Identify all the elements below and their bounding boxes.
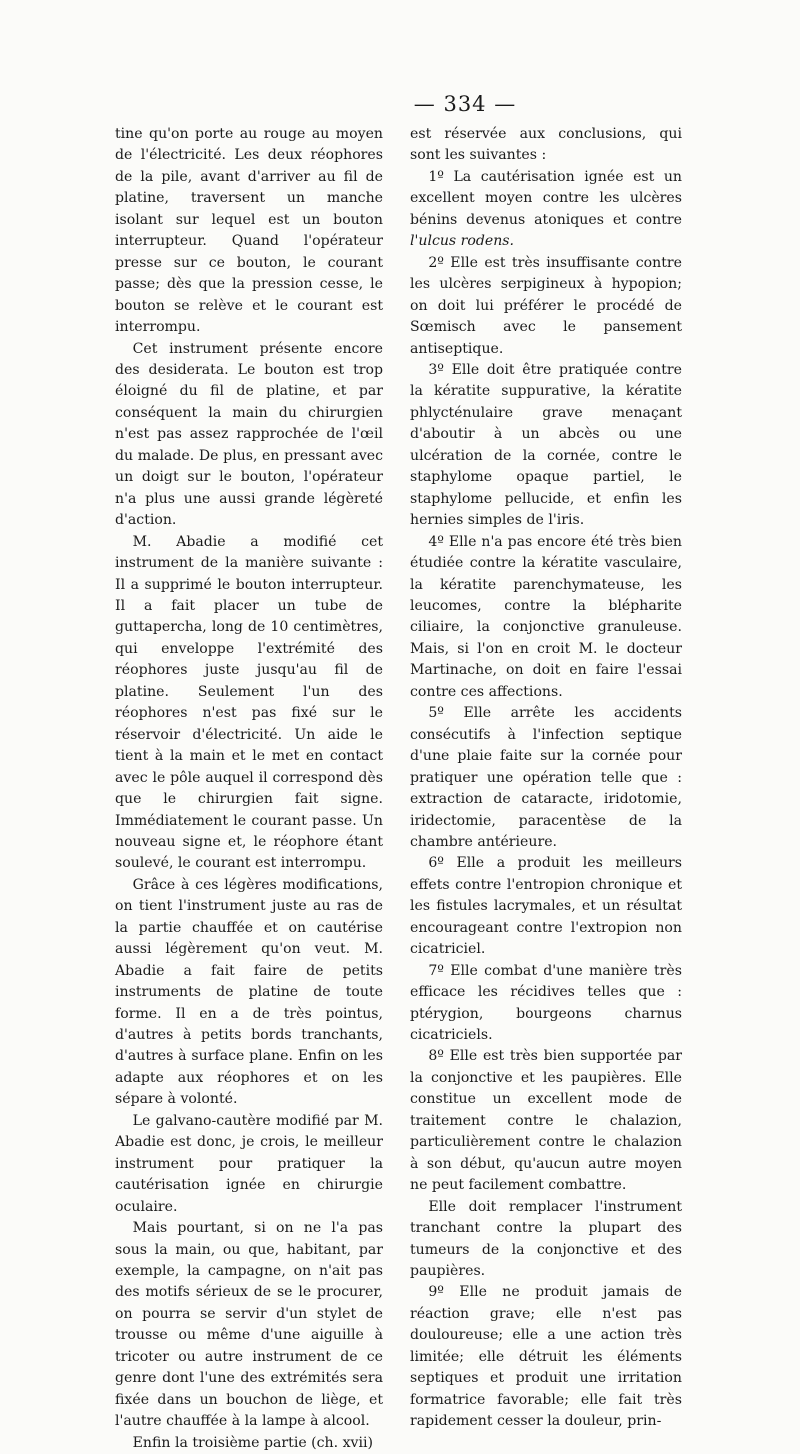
- conclusion-item: Elle doit remplacer l'instrument tranchant contre la plupart des tumeurs de la conjonctive et des paupières.: [410, 1198, 682, 1280]
- conclusion-item: 5º Elle arrête les accidents consécutifs à l'infection septique d'une plaie faite sur la cornée pour pratiquer une opération telle que : extraction de cataracte, iridotomie, iridectomie, paracentèse de la chambre antérieure.: [410, 705, 682, 850]
- conclusion-item: 3º Elle doit être pratiquée contre la kératite suppurative, la kératite phlycténulaire grave menaçant d'aboutir à un abcès ou une ulcération de la cornée, contre le staphylome opaque partiel, le staphylome pellucide, et enfin les hernies simples de l'iris.: [410, 361, 682, 529]
- right-column: [410, 124, 682, 1433]
- conclusion-item: 6º Elle a produit les meilleurs effets contre l'entropion chronique et les fistules lacrymales, et un résultat encourageant contre l'extropion non cicatriciel.: [410, 855, 682, 958]
- latin-term: l'ulcus rodens.: [410, 233, 515, 250]
- column-divider: [396, 128, 397, 1153]
- conclusion-item: 9º Elle ne produit jamais de réaction grave; elle n'est pas douloureuse; elle a une action très limitée; elle détruit les éléments septiques et produit une irritation formatrice favorable; elle fait très rapidement cesser la douleur, prin-: [410, 1284, 682, 1430]
- paragraph: Cet instrument présente encore des desiderata. Le bouton est trop éloigné du fil de platine, et par conséquent la main du chirurgien n'est pas assez rapprochée de l'œil du malade. De plus, en pressant avec un doigt sur le bouton, l'opérateur n'a plus une aussi grande légèreté d'action.: [115, 340, 383, 529]
- paragraph: Le galvano-cautère modifié par M. Abadie est donc, je crois, le meilleur instrument pour pratiquer la cautérisation ignée en chirurgie oculaire.: [115, 1112, 383, 1215]
- conclusion-text: 1º La cautérisation ignée est un excellent moyen contre les ulcères bénins devenus atoniques et contre: [410, 168, 682, 228]
- page-number: — 334 —: [413, 92, 517, 116]
- conclusion-item: 2º Elle est très insuffisante contre les ulcères serpigineux à hypopion; on doit lui préférer le procédé de Sœmisch avec le pansement antiseptique.: [410, 254, 682, 357]
- conclusions-intro: est réservée aux conclusions, qui sont les suivantes :: [410, 126, 682, 164]
- paragraph: tine qu'on porte au rouge au moyen de l'électricité. Les deux réophores de la pile, avant d'arriver au fil de platine, traversent un manche isolant sur lequel est un bouton interrupteur. Quand l'opérateur presse sur ce bouton, le courant passe; dès que la pression cesse, le bouton se relève et le courant est interrompu.: [115, 126, 383, 336]
- conclusion-item: 8º Elle est très bien supportée par la conjonctive et les paupières. Elle constitue un excellent mode de traitement contre le chalazion, particulièrement contre le chalazion à son début, qu'aucun autre moyen ne peut facilement combattre.: [410, 1048, 682, 1194]
- conclusion-item: 7º Elle combat d'une manière très efficace les récidives telles que : ptérygion, bourgeons charnus cicatriciels.: [410, 962, 682, 1044]
- conclusion-item: 4º Elle n'a pas encore été très bien étudiée contre la kératite vasculaire, la kératite parenchymateuse, les leucomes, contre la blépharite ciliaire, la conjonctive granuleuse. Mais, si l'on en croit M. le docteur Martinache, on doit en faire l'essai contre ces affections.: [410, 533, 682, 700]
- paragraph: Mais pourtant, si on ne l'a pas sous la main, ou que, habitant, par exemple, la campagne, on n'ait pas des motifs sérieux de se le procurer, on pourra se servir d'un stylet de trousse ou même d'une aiguille à tricoter ou autre instrument de ce genre dont l'une des extrémités sera fixée dans un bouchon de liège, et l'autre chauffée à la lampe à alcool.: [115, 1220, 383, 1430]
- left-column: [115, 124, 383, 1454]
- conclusion-item: [410, 167, 682, 253]
- paragraph: M. Abadie a modifié cet instrument de la manière suivante : Il a supprimé le bouton interrupteur. Il a fait placer un tube de guttapercha, long de 10 centimètres, qui enveloppe l'extrémité des réophores juste jusqu'au fil de platine. Seulement l'un des réophores n'est pas fixé sur le réservoir d'électricité. Un aide le tient à la main et le met en contact avec le pôle auquel il correspond dès que le chirurgien fait signe. Immédiatement le courant passe. Un nouveau signe et, le réophore étant soulevé, le courant est interrompu.: [115, 533, 383, 872]
- paragraph: Enfin la troisième partie (ch. xvii): [132, 1434, 374, 1451]
- paragraph: Grâce à ces légères modifications, on tient l'instrument juste au ras de la partie chauffée et on cautérise aussi légèrement qu'on veut. M. Abadie a fait faire de petits instruments de platine de toute forme. Il en a de très pointus, d'autres à petits bords tranchants, d'autres à surface plane. Enfin on les adapte aux réophores et on les sépare à volonté.: [115, 876, 383, 1108]
